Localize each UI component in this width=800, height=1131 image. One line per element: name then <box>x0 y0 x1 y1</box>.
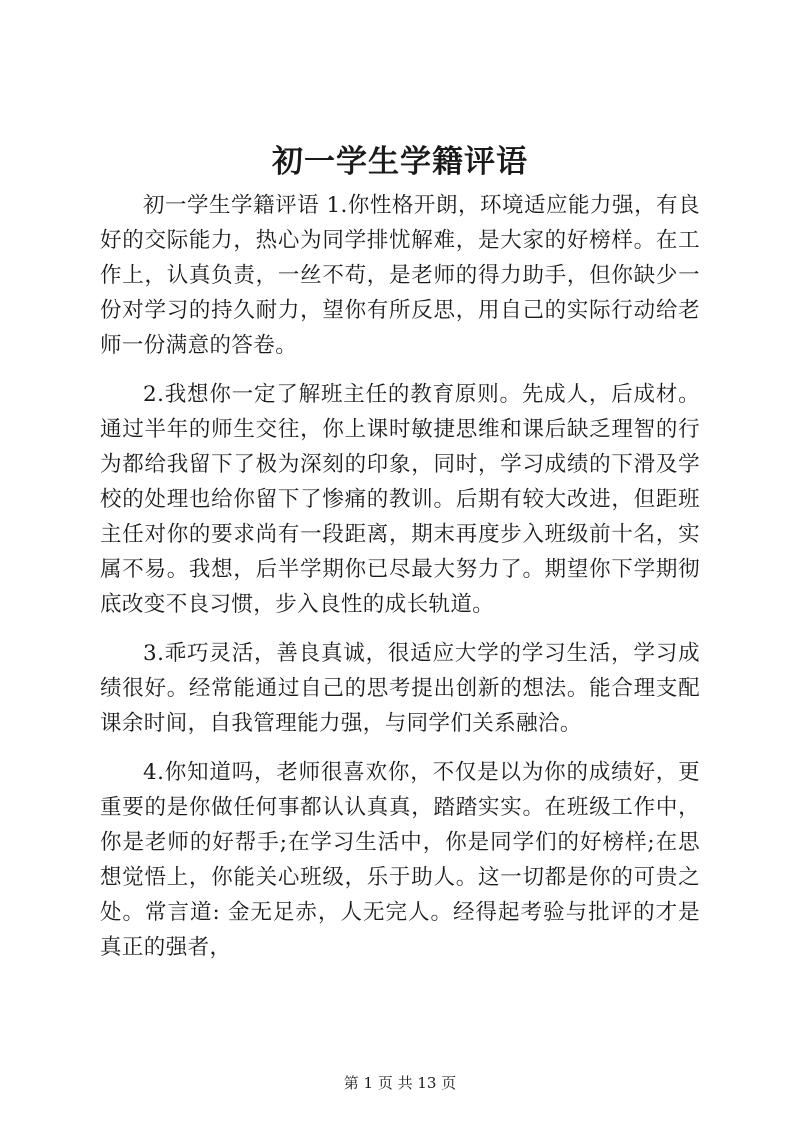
document-title: 初一学生学籍评语 <box>272 144 528 180</box>
paragraph-3: 3.乖巧灵活，善良真诚，很适应大学的学习生活，学习成绩很好。经常能通过自己的思考提出创新的想法。能合理支配课余时间，自我管理能力强，与同学们关系融洽。 <box>100 641 700 736</box>
page-footer: 第 1 页 共 13 页 <box>343 1074 457 1092</box>
paragraph-4: 4.你知道吗，老师很喜欢你，不仅是以为你的成绩好，更重要的是你做任何事都认认真真，踏踏实实。在班级工作中，你是老师的好帮手;在学习生活中，你是同学们的好榜样;在思想觉悟上，你能关心班级，乐于助人。这一切都是你的可贵之处。常言道: 金无足赤，人无完人。经得起考验与批评的才是真正的强者， <box>100 760 700 960</box>
paragraph-2: 2.我想你一定了解班主任的教育原则。先成人，后成材。通过半年的师生交往，你上课时敏捷思维和课后缺乏理智的行为都给我留下了极为深刻的印象，同时，学习成绩的下滑及学校的处理也给你留下了惨痛的教训。后期有较大改进，但距班主任对你的要求尚有一段距离，期末再度步入班级前十名，实属不易。我想，后半学期你已尽最大努力了。期望你下学期彻底改变不良习惯，步入良性的成长轨道。 <box>100 382 700 617</box>
document-body <box>100 188 700 979</box>
paragraph-1: 初一学生学籍评语 1.你性格开朗，环境适应能力强，有良好的交际能力，热心为同学排忧解难，是大家的好榜样。在工作上，认真负责，一丝不苟，是老师的得力助手，但你缺少一份对学习的持久耐力，望你有所反思，用自己的实际行动给老师一份满意的答卷。 <box>100 193 700 358</box>
